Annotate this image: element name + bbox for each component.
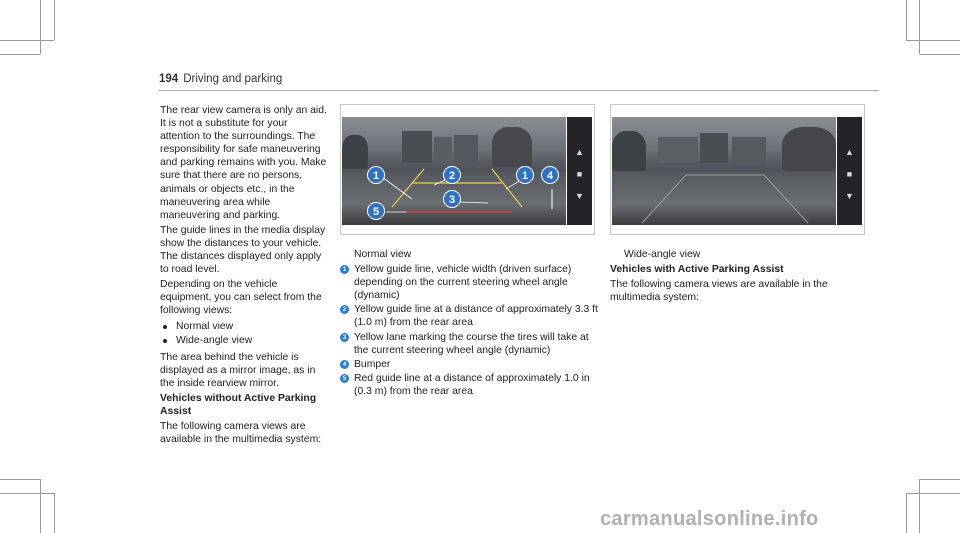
list-item: Wide-angle view [160,334,330,347]
crop-mark [40,0,41,54]
paragraph: The following camera views are available in the multimedia system: [160,421,322,446]
callout-badge: 1 [367,166,385,184]
header-rule [159,90,879,91]
legend-number-badge: 1 [340,265,349,274]
rear-view-icon: ■ [576,169,583,179]
callout-badge: 5 [367,202,385,220]
camera-side-panel [567,117,592,225]
legend-number-badge: 2 [340,305,349,314]
camera-view-icon: ▲ [845,147,854,157]
normal-view-figure [340,104,595,235]
legend-text: Red guide line at a distance of approximately 1.0 in (0.3 m) from the rear area [354,372,590,397]
paragraph: Depending on the vehicle equipment, you can select from the following views: [160,279,322,317]
crop-mark [0,479,40,480]
guide-line-right [764,175,808,223]
wide-angle-view-figure [610,104,865,235]
camera-image [612,117,836,225]
callout-badge: 1 [516,166,534,184]
legend-item [340,263,600,302]
crop-mark [906,40,960,41]
crop-mark [0,54,40,55]
figure-caption: Normal view [354,249,412,260]
legend-text: Yellow lane marking the course the tires will take at the current steering wheel angle (dynamic) [354,331,589,356]
paragraph: The area behind the vehicle is displayed as a mirror image, as in the inside rearview mirror. [160,351,316,389]
legend-item [340,331,600,357]
rear-view-icon: ■ [846,169,853,179]
legend-number-badge: 4 [340,360,349,369]
legend-text: Yellow guide line, vehicle width (driven surface) depending on the current steering wheel angle (dynamic) [354,264,572,302]
paragraph: The rear view camera is only an aid. It is not a substitute for your attention to the surroundings. The responsibility for safe maneuvering and parking remains with you. Make sure that there are no persons, animals or objects etc., in the maneuvering area while maneuvering and parking. [160,105,327,221]
view-list [160,320,330,347]
legend-item [340,303,600,329]
column-right [610,248,870,306]
list-item: Normal view [160,320,330,333]
callout-badge: 4 [541,166,559,184]
crop-mark [919,479,920,533]
legend-item [340,372,600,398]
legend-number-badge: 5 [340,374,349,383]
crop-mark [0,493,54,494]
trailer-icon: ▼ [845,191,854,201]
column-middle [340,248,600,399]
legend-number-badge: 3 [340,333,349,342]
crop-mark [906,493,907,533]
legend-text: Yellow guide line at a distance of approximately 3.3 ft (1.0 m) from the rear area [354,304,598,329]
crop-mark [40,479,41,533]
legend-item [340,358,600,371]
crop-mark [906,493,960,494]
page-number: 194 [159,73,179,85]
crop-mark [919,0,920,54]
section-heading: Vehicles with Active Parking Assist [610,264,784,276]
crop-mark [906,0,907,40]
callout-badge: 3 [443,190,461,208]
figure-caption: Wide-angle view [624,249,701,260]
crop-mark [54,493,55,533]
page-header [159,73,282,85]
trailer-icon: ▼ [575,191,584,201]
guide-line-left [642,175,686,223]
badge-leader [460,202,488,203]
column-left [160,104,330,448]
crop-mark [0,40,54,41]
crop-mark [920,479,960,480]
callout-badge: 2 [443,166,461,184]
camera-image [342,117,566,225]
guide-lines [612,117,836,225]
figure-legend [340,263,600,398]
section-heading: Vehicles without Active Parking Assist [160,392,317,418]
paragraph: The guide lines in the media display show the distances to your vehicle. The distances displayed only apply to road level. [160,224,326,276]
camera-side-panel [837,117,862,225]
watermark: carmanualsonline.info [600,508,819,530]
crop-mark [920,54,960,55]
section-title: Driving and parking [183,73,283,85]
paragraph: The following camera views are available in the multimedia system: [610,279,828,304]
crop-mark [54,0,55,40]
legend-text: Bumper [354,358,391,370]
camera-view-icon: ▲ [575,147,584,157]
